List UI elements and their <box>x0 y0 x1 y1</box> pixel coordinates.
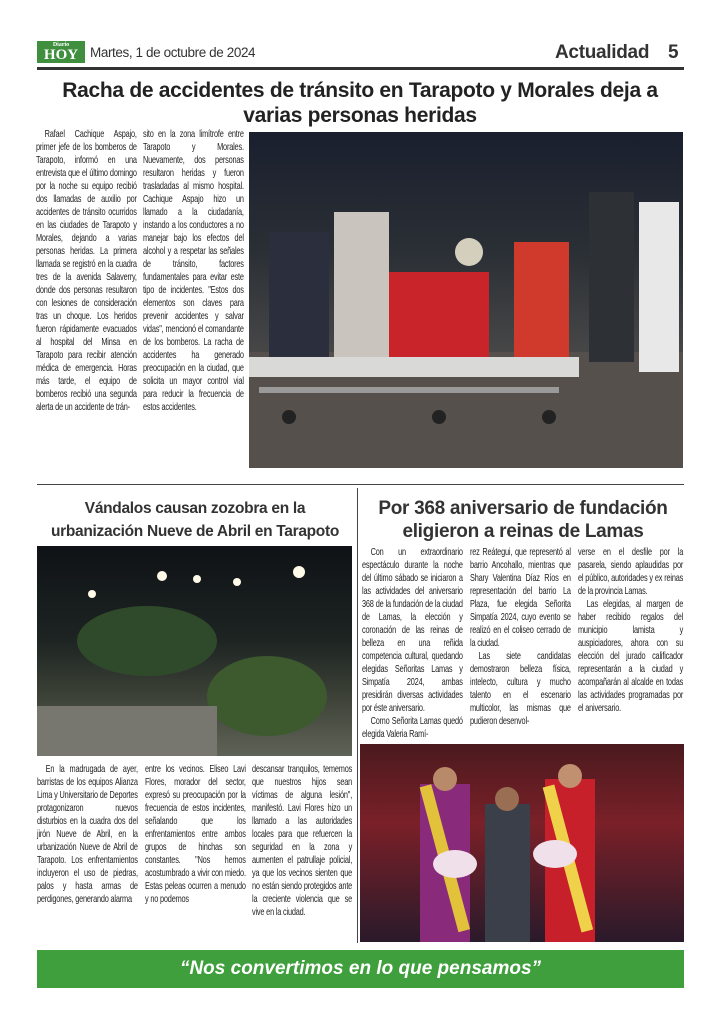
article3-photo-queens <box>360 744 684 942</box>
article3-column-1 <box>362 546 463 741</box>
article2-column-2: entre los vecinos. Eliseo Lavi Flores, morador del sector, expresó su preocupación por la frecuencia de estos incidentes, señalando que los enfrentamientos entre ambos grupos de hinchas son constantes. "Nos hemos acostumbrado a vivir con miedo. Estas peleas ocurren a menudo y no podemos <box>145 764 246 905</box>
logo-top: Diario <box>52 42 70 48</box>
paragraph: verse en el desfile por la pasarela, siendo aplaudidas por el público, autoridades y ex reinas de la provincia Lamas. <box>578 547 684 597</box>
article1-column-2: sito en la zona limítrofe entre Tarapoto y Morales. Nuevamente, dos personas resultaron heridas y fueron trasladadas al mismo hospital. Cachique Aspajo hizo un llamado a la ciudadanía, instando a los conductores a no manejar bajo los efectos del alcohol y a respetar las señales de tránsito, factores fundamentales para evitar este tipo de incidentes. "Estos dos elementos son claves para prevenir accidentes y salvar vidas", mencionó el comandante de los bomberos. La racha de accidentes ha generado preocupación en la ciudad, que solicita un mayor control vial para reducir la frecuencia de estos accidentes. <box>143 129 244 413</box>
logo-main: HOY <box>43 47 79 63</box>
article1-photo-accident-scene <box>249 132 683 468</box>
article2-photo-street-night <box>37 546 352 756</box>
issue-date: Martes, 1 de octubre de 2024 <box>90 45 256 60</box>
page-number: 5 <box>668 42 679 63</box>
paragraph: Las elegidas, al margen de haber recibido regalos del municipio lamista y auspiciadores, ahora con su elección del jurado calificador representarán a la ciudad y acompañarán al alcalde en todas las actividades programadas por el aniversario. <box>578 599 684 714</box>
article2-column-1: En la madrugada de ayer, barristas de los equipos Alianza Lima y Universitario de Deportes protagonizaron nuevos disturbios en la cuadra dos del jirón Nueve de Abril, en la urbanización Nueve de Abril de Tarapoto. Los enfrentamientos incluyeron el uso de piedras, palos y hasta armas de perdigones, generando alarma <box>37 764 138 905</box>
newspaper-logo <box>37 41 85 63</box>
article3-column-2 <box>470 546 571 728</box>
article3-headline: Por 368 aniversario de fundación eligieron a reinas de Lamas <box>378 498 668 542</box>
article1-headline: Racha de accidentes de tránsito en Tarapoto y Morales deja a varias personas heridas <box>62 79 658 127</box>
paragraph: Como Señorita Lamas quedó elegida Valeria Ramí- <box>362 716 463 740</box>
paragraph: Con un extraordinario espectáculo durante la noche del último sábado se iniciaron a las actividades del aniversario 368 de la fundación de la ciudad de Lamas, la elección y coronación de las reinas de belleza en una reñida competencia cultural, quedando elegidas Señoritas Lamas y Simpatía 2024, ambas presidirán diversas actividades por éste aniversario. <box>362 547 463 714</box>
section-divider <box>37 484 684 485</box>
footer-quote-banner: “Nos convertimos en lo que pensamos” <box>37 950 684 988</box>
header-rule <box>37 67 684 70</box>
article2-headline: Vándalos causan zozobra en la urbanización Nueve de Abril en Tarapoto <box>50 500 339 540</box>
article3-column-3 <box>578 546 683 715</box>
article2-column-3: descansar tranquilos, tememos que nuestros hijos sean víctimas de alguna lesión", manifestó. Lavi Flores hizo un llamado a las autoridades locales para que refuercen la seguridad en la zona y aumenten el patrullaje policial, ya que los vecinos sienten que no están siendo protegidos ante la creciente violencia que se vive en la ciudad. <box>252 764 353 918</box>
column-divider <box>357 488 358 943</box>
paragraph: Las siete candidatas demostraron belleza física, intelecto, cultura y mucho talento en el escenario multicolor, las mismas que pudieron desenvol- <box>470 651 571 727</box>
section-title: Actualidad <box>555 42 650 63</box>
paragraph: rez Reátegui, que representó al barrio Ancohallo, mientras que Shary Valentina Díaz Ríos en representación del barrio La Plaza, fue elegida Señorita Simpatía 2024, cuyo evento se realizó en el coliseo cerrado de la ciudad. <box>470 547 571 649</box>
article1-column-1: Rafael Cachique Aspajo, primer jefe de los bomberos de Tarapoto, informó en una entrevista que el último domingo por la noche su equipo recibió dos llamadas de auxilio por accidentes de tránsito ocurridos en las ciudades de Tarapoto y Morales, dejando a varias personas heridas. La primera llamada se registró en la cuadra tres de la avenida Salaverry, donde dos personas resultaron con lesiones de consideración tras un choque. Los heridos fueron rápidamente evacuados al hospital del Minsa en Tarapoto para recibir atención médica de emergencia. Horas más tarde, el equipo de bomberos recibió una segunda alerta de un accidente de trán- <box>36 129 137 413</box>
